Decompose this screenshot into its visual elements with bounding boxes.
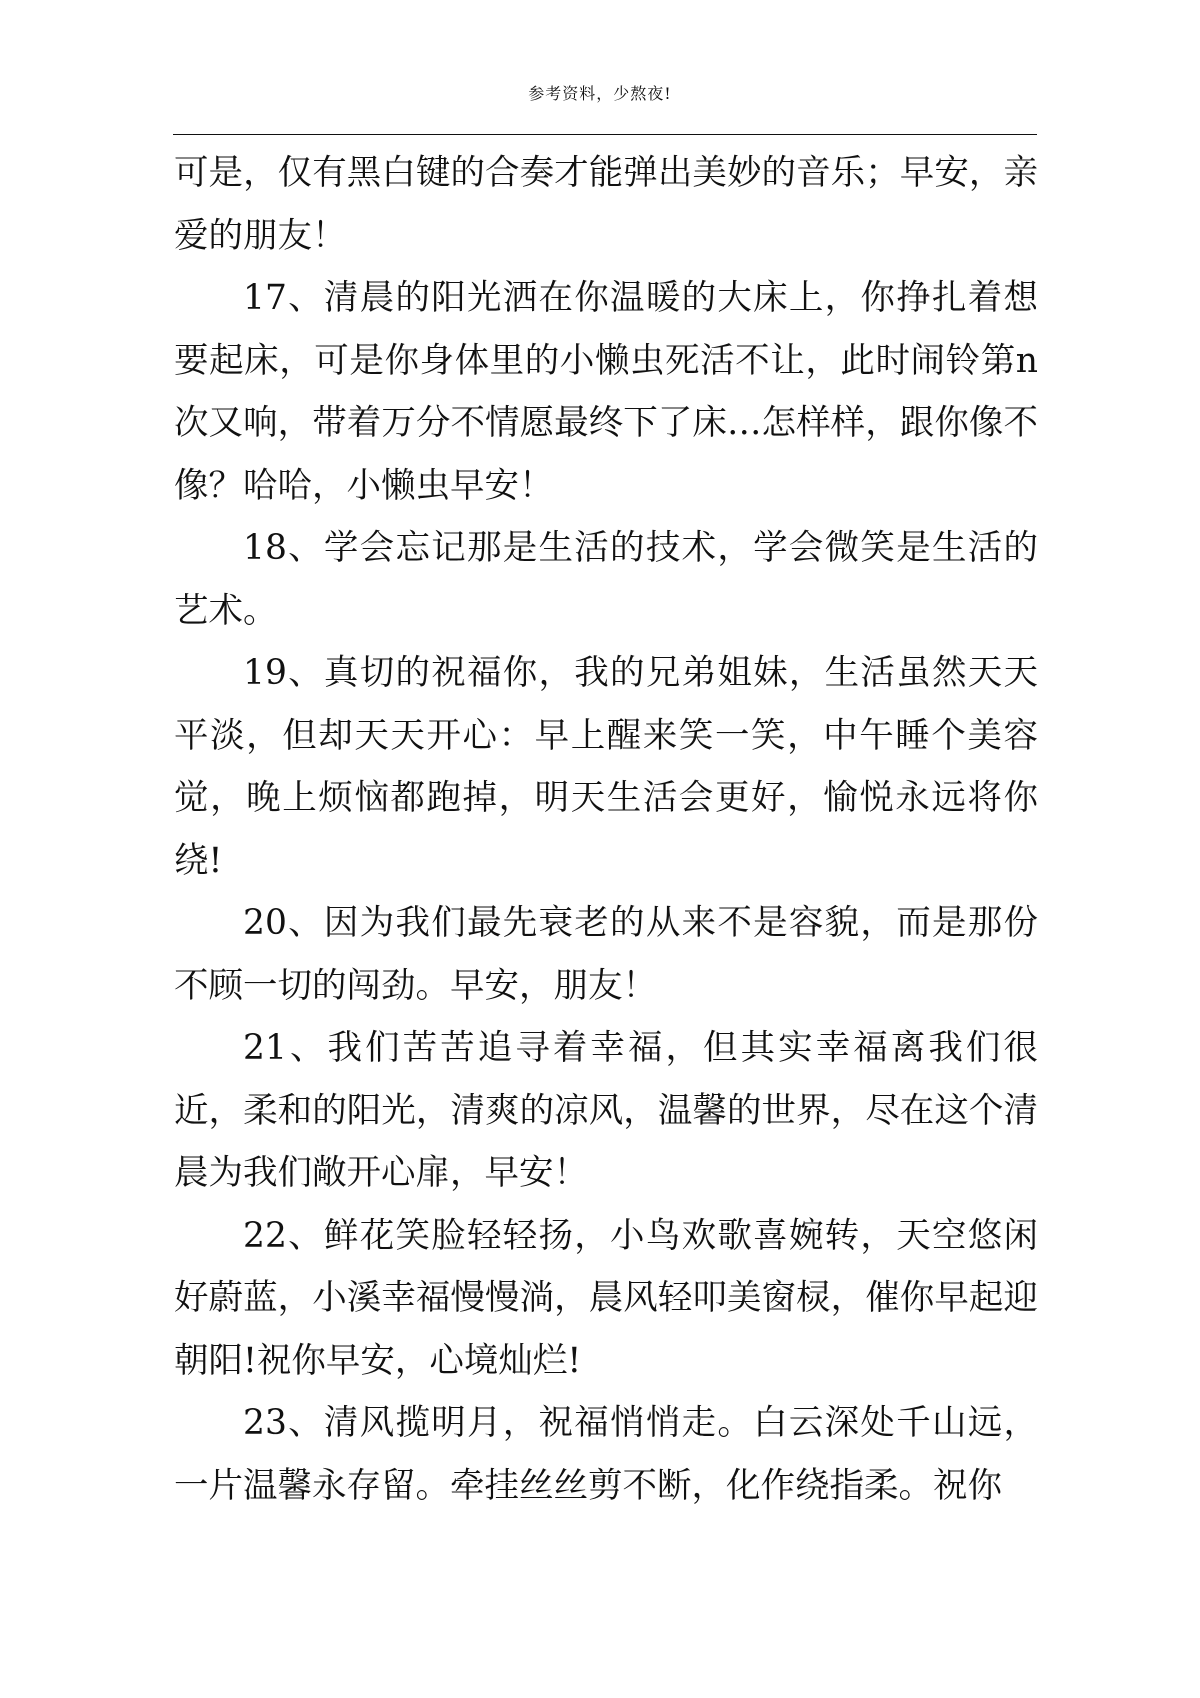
page-header: 参考资料，少熬夜! [528, 84, 672, 103]
paragraph-18: 18、学会忘记那是生活的技术，学会微笑是生活的艺术。 [174, 528, 1038, 631]
paragraph-19: 19、真切的祝福你，我的兄弟姐妹，生活虽然天天平淡，但却天天开心：早上醒来笑一笑，中午睡个美容觉，晚上烦恼都跑掉，明天生活会更好，愉悦永远将你绕! [174, 653, 1038, 881]
paragraph-20: 20、因为我们最先衰老的从来不是容貌，而是那份不顾一切的闯劲。早安，朋友！ [174, 903, 1038, 1006]
paragraph-23: 23、清风揽明月，祝福悄悄走。白云深处千山远，一片温馨永存留。牵挂丝丝剪不断，化作绕指柔。祝你 [174, 1403, 1038, 1506]
paragraph-22: 22、鲜花笑脸轻轻扬，小鸟欢歌喜婉转，天空悠闲好蔚蓝，小溪幸福慢慢淌，晨风轻叩美窗棂，催你早起迎朝阳!祝你早安，心境灿烂! [174, 1215, 1038, 1381]
document-body [174, 142, 1038, 1517]
header-divider [173, 134, 1037, 135]
paragraph-17: 17、清晨的阳光洒在你温暖的大床上，你挣扎着想要起床，可是你身体里的小懒虫死活不让，此时闹铃第n次又响，带着万分不情愿最终下了床…怎样样，跟你像不像？哈哈，小懒虫早安！ [174, 278, 1038, 506]
paragraph-continuation: 可是，仅有黑白键的合奏才能弹出美妙的音乐；早安，亲爱的朋友！ [174, 153, 1038, 256]
paragraph-21: 21、我们苦苦追寻着幸福，但其实幸福离我们很近，柔和的阳光，清爽的凉风，温馨的世界，尽在这个清晨为我们敞开心扉，早安！ [174, 1028, 1038, 1193]
